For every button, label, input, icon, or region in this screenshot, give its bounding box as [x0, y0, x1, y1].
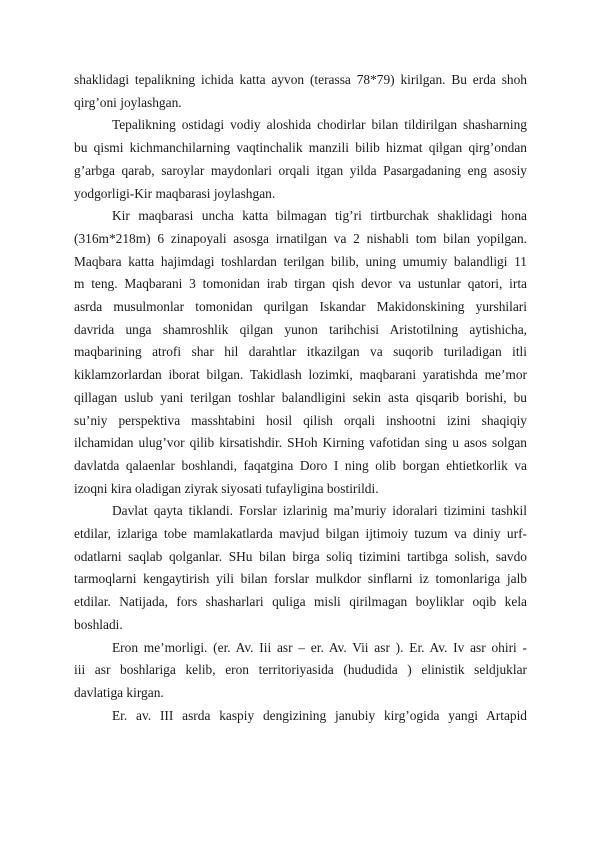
- text-line: ilchamidan ulug’vor qilib kirsatishdir. SHoh Kirning vafotidan sing u asos solgan: [74, 435, 527, 451]
- text-line: boshladi.: [74, 616, 123, 632]
- text-line: g’arbga qarab, saroylar maydonlari orqali itgan yilda Pasargadaning eng asosiy: [74, 162, 527, 178]
- text-line: davrida unga shamroshlik qilgan yunon tarihchisi Aristotilning aytishicha,: [74, 321, 527, 337]
- text-line: kiklamzorlardan iborat bilgan. Takidlash lozimki, maqbarani yaratishda me’mor: [74, 367, 527, 383]
- text-line: Tepalikning ostidagi vodiy aloshida chodirlar bilan tildirilgan shasharning: [112, 117, 527, 133]
- text-line: qillagan uslub yani terilgan toshlar balandligini sekin asta qisqarib borishi, bu: [74, 389, 527, 405]
- text-line: Maqbara katta hajimdagi toshlardan terilgan bilib, uning umumiy balandligi 11: [74, 253, 527, 269]
- text-line: asrda musulmonlar tomonidan qurilgan Iskandar Makidonskining yurshilari: [74, 299, 527, 315]
- text-line: su’niy perspektiva masshtabini hosil qilish orqali inshootni izini shaqiqiy: [74, 412, 527, 428]
- text-line: Davlat qayta tiklandi. Forslar izlarinig ma’muriy idoralari tizimini tashkil: [112, 503, 527, 519]
- text-line: yodgorligi-Kir maqbarasi joylashgan.: [74, 185, 276, 201]
- text-line: Eron me’morligi. (er. Av. Iii asr – er. Av. Vii asr ). Er. Av. Iv asr ohiri -: [112, 639, 527, 655]
- text-line: Kir maqbarasi uncha katta bilmagan tig’ri tirtburchak shaklidagi hona: [112, 208, 527, 224]
- text-line: tarmoqlarni kengaytirish yili bilan forslar mulkdor sinflarni iz tomonlariga jalb: [74, 571, 527, 587]
- text-line: odatlarni saqlab qolganlar. SHu bilan birga soliq tizimini tartibga solish, savdo: [74, 548, 527, 564]
- text-line: shaklidagi tepalikning ichida katta ayvon (terassa 78*79) kirilgan. Bu erda shoh: [74, 72, 527, 87]
- text-line: Er. av. III asrda kaspiy dengizining janubiy kirg’ogida yangi Artapid: [112, 707, 527, 723]
- text-line: etdilar, izlariga tobe mamlakatlarda mavjud bilgan ijtimoiy tuzum va diniy urf-: [74, 526, 527, 542]
- text-line: davlatda qalaenlar boshlandi, faqatgina Doro I ning olib borgan ehtietkorlik va: [74, 457, 527, 473]
- text-line: bu qismi kichmanchilarning vaqtinchalik manzili bilib hizmat qilgan qirg’ondan: [74, 140, 527, 156]
- text-line: iii asr boshlariga kelib, eron territoriyasida (hududida ) elinistik seldjuklar: [74, 662, 527, 678]
- text-line: (316m*218m) 6 zinapoyali asosga irnatilgan va 2 nishabli tom bilan yopilgan.: [74, 230, 527, 246]
- text-line: izoqni kira oladigan ziyrak siyosati tufayligina bostirildi.: [74, 480, 379, 496]
- text-line: davlatiga kirgan.: [74, 684, 164, 700]
- text-line: etdilar. Natijada, fors shasharlari quliga misli qirilmagan boyliklar oqib kela: [74, 594, 527, 610]
- text-line: maqbarining atrofi shar hil darahtlar itkazilgan va suqorib turiladigan itli: [74, 344, 527, 360]
- text-line: qirg’oni joylashgan.: [74, 94, 182, 110]
- document-text: [74, 69, 527, 727]
- text-line: m teng. Maqbarani 3 tomonidan irab tirgan qish devor va ustunlar qatori, irta: [74, 276, 527, 292]
